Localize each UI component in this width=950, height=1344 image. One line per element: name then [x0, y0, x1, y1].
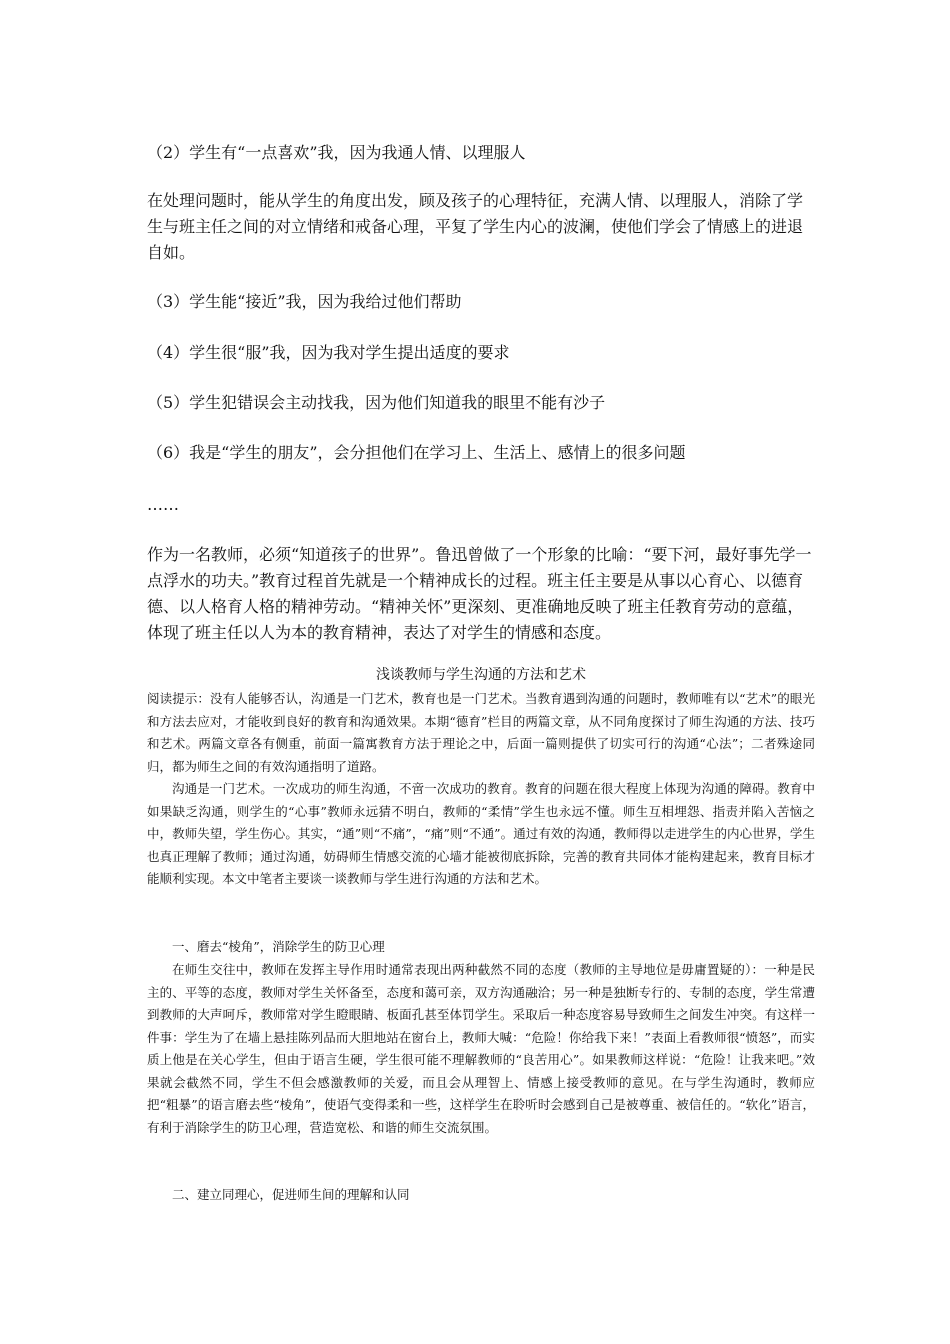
article-title: 浅谈教师与学生沟通的方法和艺术: [376, 667, 586, 683]
list-item-4: （4）学生很“服”我，因为我对学生提出适度的要求: [147, 343, 510, 362]
section-heading-2: 二、建立同理心，促进师生间的理解和认同: [172, 1187, 410, 1202]
ellipsis: ……: [147, 495, 179, 514]
reading-tip: 阅读提示：没有人能够否认，沟通是一门艺术，教育也是一门艺术。当教育遇到沟通的问题时，教师唯有以“艺术”的眼光和方法去应对，才能收到良好的教育和沟通效果。本期“德育”栏目的两篇文章，从不同角度探讨了师生沟通的方法、技巧和艺术。两篇文章各有侧重，前面一篇寓教育方法于理论之中，后面一篇则提供了切实可行的沟通“心法”；二者殊途同归，都为师生之间的有效沟通指明了道路。: [147, 691, 815, 774]
list-item-5: （5）学生犯错误会主动找我，因为他们知道我的眼里不能有沙子: [147, 393, 606, 412]
intro-paragraph: 沟通是一门艺术。一次成功的师生沟通，不啻一次成功的教育。教育的问题在很大程度上体现为沟通的障碍。教育中如果缺乏沟通，则学生的“心事”教师永远猜不明白，教师的“柔情”学生也永远不懂。师生互相埋怨、指责并陷入苦恼之中，教师失望，学生伤心。其实，“通”则“不痛”，“痛”则“不通”。通过有效的沟通，教师得以走进学生的内心世界，学生也真正理解了教师；通过沟通，妨碍师生情感交流的心墙才能被彻底拆除，完善的教育共同体才能构建起来，教育目标才能顺利实现。本文中笔者主要谈一谈教师与学生进行沟通的方法和艺术。: [147, 781, 815, 886]
section-heading-1: 一、磨去“棱角”，消除学生的防卫心理: [172, 939, 385, 954]
paragraph-humanity: 在处理问题时，能从学生的角度出发，顾及孩子的心理特征，充满人情、以理服人，消除了学生与班主任之间的对立情绪和戒备心理，平复了学生内心的波澜，使他们学会了情感上的进退自如。: [147, 191, 804, 262]
list-item-6: （6）我是“学生的朋友”，会分担他们在学习上、生活上、感情上的很多问题: [147, 443, 686, 462]
paragraph-spiritual-care: 作为一名教师，必须“知道孩子的世界”。鲁迅曾做了一个形象的比喻：“要下河，最好事先学一点浮水的功夫。”教育过程首先就是一个精神成长的过程。班主任主要是从事以心育心、以德育德、以人格育人格的精神劳动。“精神关怀”更深刻、更准确地反映了班主任教育劳动的意蕴，体现了班主任以人为本的教育精神，表达了对学生的情感和态度。: [147, 545, 812, 642]
list-item-2: （2）学生有“一点喜欢”我，因为我通人情、以理服人: [147, 143, 526, 162]
list-item-3: （3）学生能“接近”我，因为我给过他们帮助: [147, 292, 462, 311]
section-1-paragraph: 在师生交往中，教师在发挥主导作用时通常表现出两种截然不同的态度（教师的主导地位是毋庸置疑的）：一种是民主的、平等的态度，教师对学生关怀备至，态度和蔼可亲，双方沟通融洽；另一种是独断专行的、专制的态度，学生常遭到教师的大声呵斥，教师常对学生瞪眼睛、板面孔甚至体罚学生。采取后一种态度容易导致师生之间发生冲突。有这样一件事：学生为了在墙上悬挂陈列品而大胆地站在窗台上，教师大喊：“危险！你给我下来！”表面上看教师很“愤怒”，而实质上他是在关心学生，但由于语言生硬，学生很可能不理解教师的“良苦用心”。如果教师这样说：“危险！让我来吧。”效果就会截然不同，学生不但会感激教师的关爱，而且会从理智上、情感上接受教师的意见。在与学生沟通时，教师应把“粗暴”的语言磨去些“棱角”，使语气变得柔和一些，这样学生在聆听时会感到自己是被尊重、被信任的。“软化”语言，有利于消除学生的防卫心理，营造宽松、和谐的师生交流氛围。: [147, 962, 815, 1135]
